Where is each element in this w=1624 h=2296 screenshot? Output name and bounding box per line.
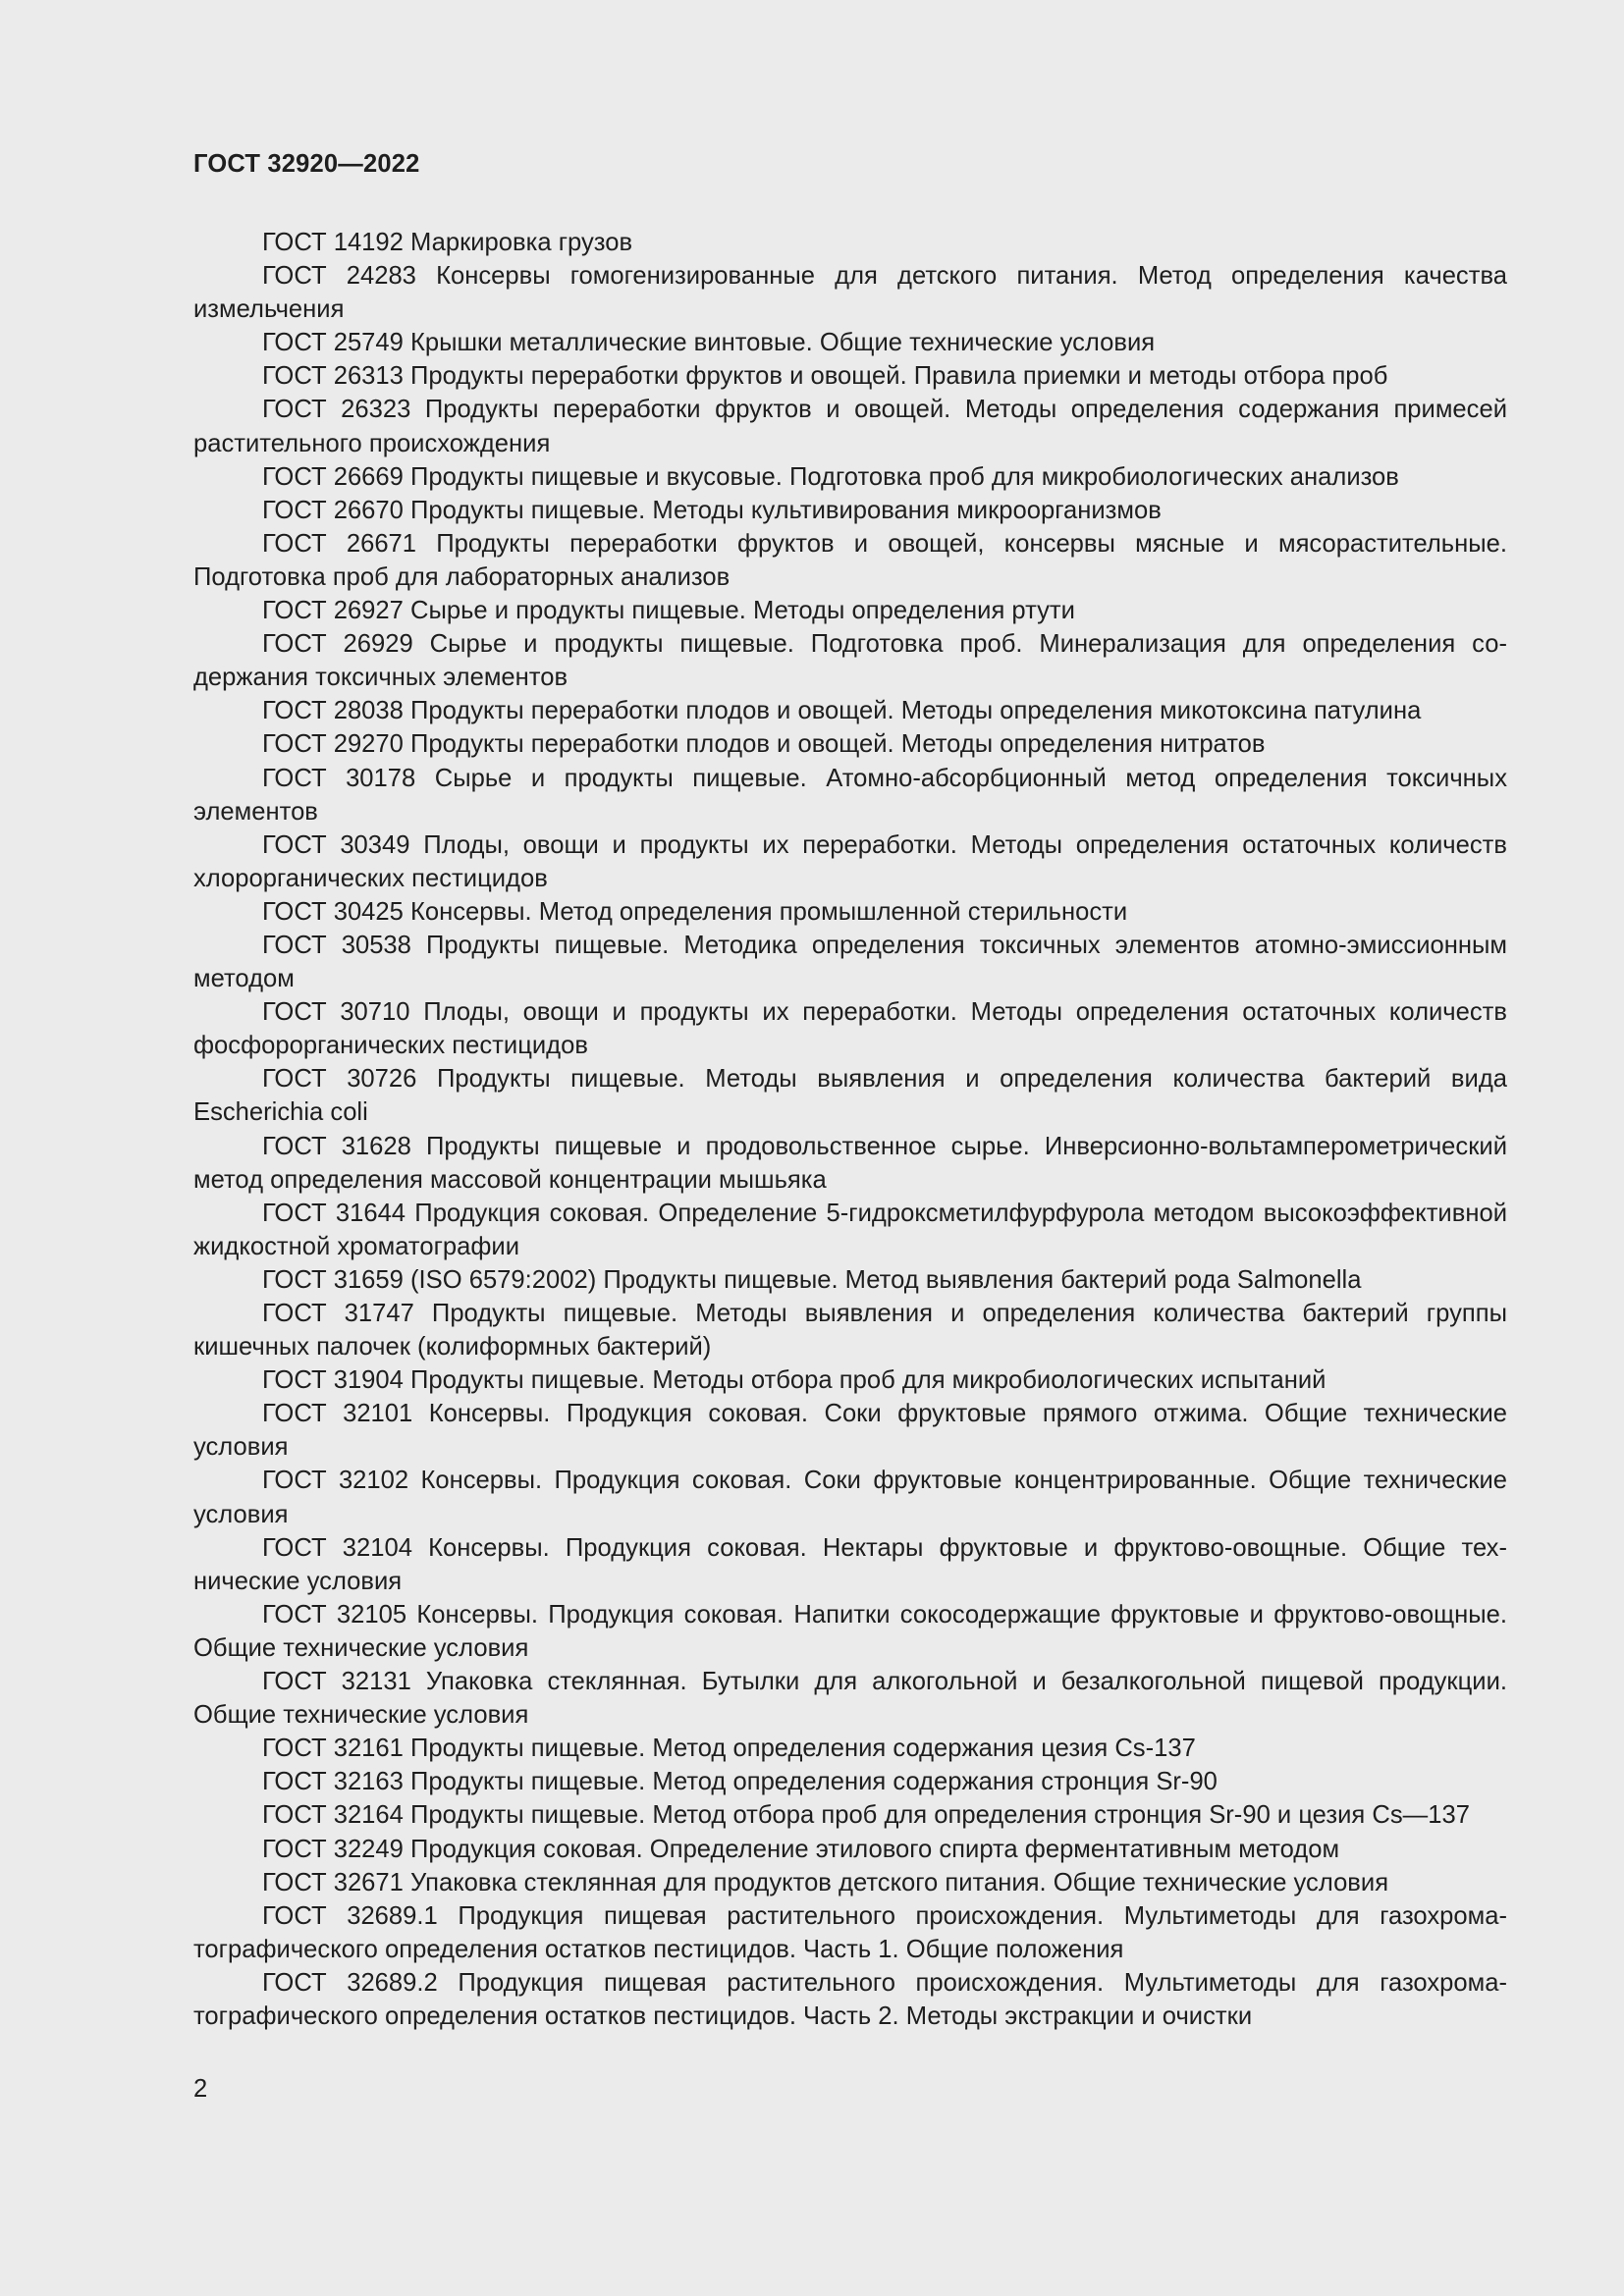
reference-entry: ГОСТ 31628 Продукты пищевые и продовольственное сырье. Инверсионно-вольтамперометрический метод определения массовой концентрации мышьяка <box>193 1132 1507 1194</box>
reference-entry: ГОСТ 30538 Продукты пищевые. Методика определения токсичных элементов атомно-эмиссионным методом <box>193 931 1507 993</box>
reference-entry: ГОСТ 30349 Плоды, овощи и продукты их переработки. Методы определения остаточных количеств хлорорганических пестицидов <box>193 830 1507 892</box>
reference-entry: ГОСТ 30726 Продукты пищевые. Методы выявления и определения количества бактерий вида Escherichia coli <box>193 1065 1507 1127</box>
reference-entry: ГОСТ 29270 Продукты переработки плодов и овощей. Методы определения нитратов <box>262 730 1266 759</box>
reference-entry: ГОСТ 32161 Продукты пищевые. Метод определения содержания цезия Cs-137 <box>262 1735 1196 1763</box>
reference-entry: ГОСТ 26671 Продукты переработки фруктов и овощей, консервы мясные и мясорастительные. Подготовка проб для лабораторных анализов <box>193 529 1507 591</box>
reference-entry: ГОСТ 32249 Продукция соковая. Определение этилового спирта ферментативным методом <box>262 1835 1340 1863</box>
reference-entry: ГОСТ 26669 Продукты пищевые и вкусовые. Подготовка проб для микробиологических анализов <box>262 462 1399 491</box>
reference-entry: ГОСТ 32102 Консервы. Продукция соковая. Соки фруктовые концентрированные. Общие технические условия <box>193 1467 1507 1528</box>
reference-entry: ГОСТ 30425 Консервы. Метод определения промышленной стерильности <box>262 897 1128 926</box>
document-code-header: ГОСТ 32920—2022 <box>193 150 420 178</box>
reference-entry: ГОСТ 32163 Продукты пищевые. Метод определения содержания стронция Sr-90 <box>262 1768 1218 1796</box>
reference-entry: ГОСТ 31747 Продукты пищевые. Методы выявления и определения количества бактерий группы кишечных палочек (колиформных бактерий) <box>193 1300 1507 1362</box>
page-number: 2 <box>193 2075 208 2103</box>
reference-entry: ГОСТ 32105 Консервы. Продукция соковая. Напитки сокосодержащие фруктовые и фруктово-овощные. Общие технические условия <box>193 1600 1507 1662</box>
reference-entry: ГОСТ 26927 Сырье и продукты пищевые. Методы определения ртути <box>262 597 1075 625</box>
reference-entry: ГОСТ 25749 Крышки металлические винтовые. Общие технические условия <box>262 329 1156 357</box>
reference-entry: ГОСТ 14192 Маркировка грузов <box>262 229 633 256</box>
reference-entry: ГОСТ 30710 Плоды, овощи и продукты их переработки. Методы определения остаточных количеств фосфорорганических пестицидов <box>193 998 1507 1060</box>
reference-entry: ГОСТ 28038 Продукты переработки плодов и овощей. Методы определения микотоксина патулина <box>262 697 1422 725</box>
reference-entry: ГОСТ 31904 Продукты пищевые. Методы отбора проб для микробиологических испытаний <box>262 1366 1326 1395</box>
reference-entry: ГОСТ 32131 Упаковка стеклянная. Бутылки для алкогольной и безалкогольной пищевой продукции. Общие технические условия <box>193 1668 1507 1730</box>
normative-references-list <box>193 226 1507 2033</box>
reference-entry: ГОСТ 32689.2 Продукция пищевая растительного происхождения. Мультиметоды для газохроматографического определения остатков пестицидов. Часть 2. Методы экстракции и очистки <box>193 1968 1507 2030</box>
reference-entry: ГОСТ 24283 Консервы гомогенизированные для детского питания. Метод определения качества измельчения <box>193 262 1507 324</box>
reference-entry: ГОСТ 31644 Продукция соковая. Определение 5-гидроксметилфурфурола методом высокоэффективной жидкостной хроматографии <box>193 1199 1507 1260</box>
reference-entry: ГОСТ 32104 Консервы. Продукция соковая. Нектары фруктовые и фруктово-овощные. Общие технические условия <box>193 1533 1507 1595</box>
reference-entry: ГОСТ 30178 Сырье и продукты пищевые. Атомно-абсорбционный метод определения токсичных элементов <box>193 764 1507 826</box>
reference-entry: ГОСТ 32164 Продукты пищевые. Метод отбора проб для определения стронция Sr-90 и цезия Cs—137 <box>262 1801 1470 1830</box>
reference-entry: ГОСТ 26670 Продукты пищевые. Методы культивирования микроорганизмов <box>262 496 1162 524</box>
reference-entry: ГОСТ 26323 Продукты переработки фруктов и овощей. Методы определения содержания примесей растительного происхождения <box>193 396 1507 457</box>
reference-entry: ГОСТ 32689.1 Продукция пищевая растительного происхождения. Мультиметоды для газохроматографического определения остатков пестицидов. Часть 1. Общие положения <box>193 1901 1507 1963</box>
reference-entry: ГОСТ 32671 Упаковка стеклянная для продуктов детского питания. Общие технические условия <box>262 1868 1389 1896</box>
reference-entry: ГОСТ 26313 Продукты переработки фруктов и овощей. Правила приемки и методы отбора проб <box>262 362 1388 391</box>
reference-entry: ГОСТ 32101 Консервы. Продукция соковая. Соки фруктовые прямого отжима. Общие технические условия <box>193 1400 1507 1462</box>
reference-entry: ГОСТ 26929 Сырье и продукты пищевые. Подготовка проб. Минерализация для определения содержания токсичных элементов <box>193 630 1507 692</box>
reference-entry: ГОСТ 31659 (ISO 6579:2002) Продукты пищевые. Метод выявления бактерий рода Salmonella <box>262 1265 1362 1294</box>
